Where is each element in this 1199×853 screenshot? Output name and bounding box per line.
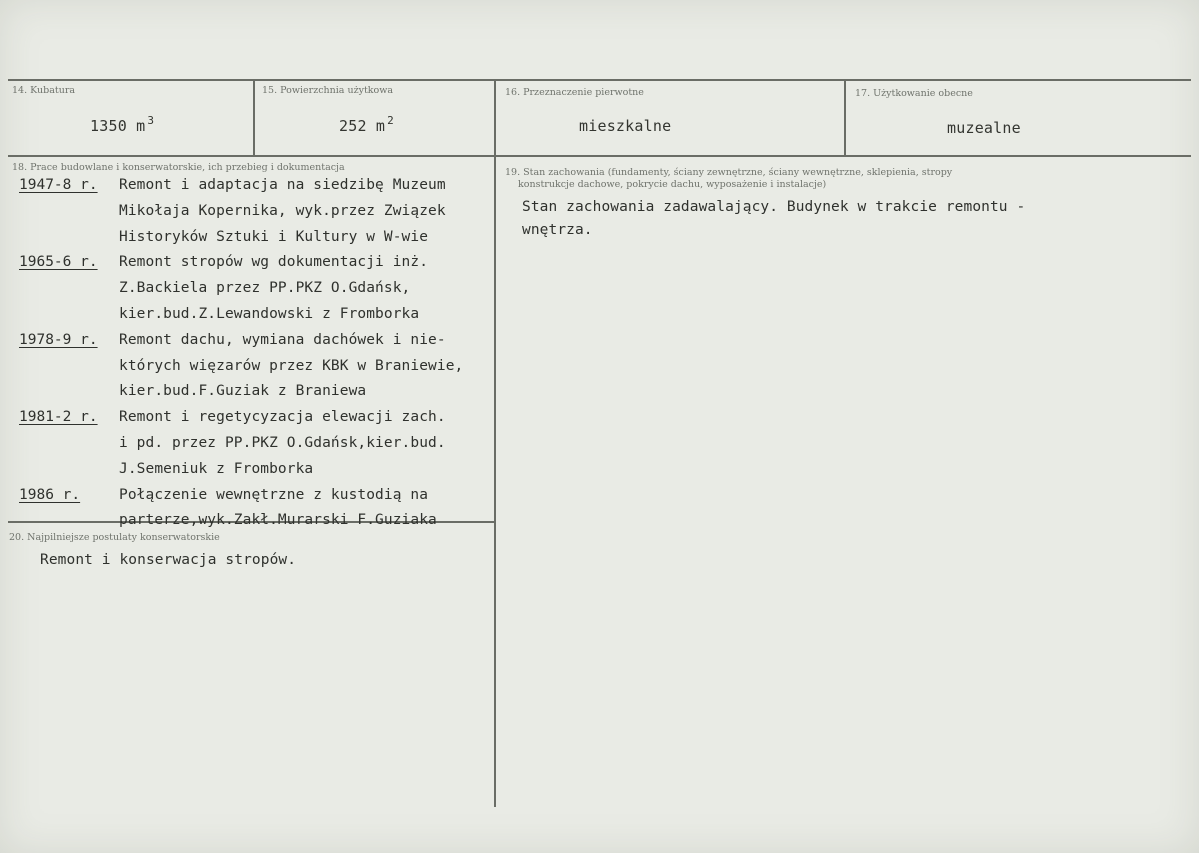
uzytkowanie-value: muzealne bbox=[947, 119, 1021, 137]
prace-entry-year: 1978-9 r. bbox=[19, 331, 98, 348]
powierzchnia-value bbox=[339, 114, 394, 135]
prace-entry-line: Remont stropów wg dokumentacji inż. bbox=[119, 254, 429, 271]
prace-entry-line: Remont i adaptacja na siedzibę Muzeum bbox=[119, 177, 446, 193]
powierzchnia-exponent: 2 bbox=[387, 114, 394, 127]
prace-entry-year: 1965-6 r. bbox=[19, 254, 98, 271]
kubatura-value bbox=[90, 114, 155, 135]
divider-16-17 bbox=[844, 79, 846, 156]
prace-entry-line: parterze,wyk.Zakł.Murarski F.Guziaka bbox=[119, 512, 437, 529]
przeznaczenie-label: 16. Przeznaczenie pierwotne bbox=[505, 87, 644, 98]
divider-15-16 bbox=[494, 79, 496, 807]
powierzchnia-label: 15. Powierzchnia użytkowa bbox=[262, 85, 394, 96]
header-bottom-rule bbox=[8, 155, 1191, 157]
divider-14-15 bbox=[253, 79, 255, 156]
prace-entry-line: Remont i regetycyzacja elewacji zach. bbox=[119, 409, 446, 426]
postulaty-text: Remont i konserwacja stropów. bbox=[40, 552, 297, 568]
prace-entry-year: 1947-8 r. bbox=[19, 177, 98, 193]
prace-entry-year: 1986 r. bbox=[19, 486, 81, 503]
powierzchnia-number: 252 m bbox=[339, 117, 386, 135]
prace-entry-line: Mikołaja Kopernika, wyk.przez Związek bbox=[119, 202, 446, 219]
prace-entry-line: których więzarów przez KBK w Braniewie, bbox=[119, 357, 464, 374]
prace-entry-line: Połączenie wewnętrzne z kustodią na bbox=[119, 486, 429, 503]
kubatura-number: 1350 m bbox=[90, 117, 146, 135]
stan-text-line: Stan zachowania zadawalający. Budynek w trakcie remontu - bbox=[522, 199, 1026, 215]
prace-entry-year: 1981-2 r. bbox=[19, 409, 98, 426]
prace-label: 18. Prace budowlane i konserwatorskie, ich przebieg i dokumentacja bbox=[12, 162, 345, 173]
prace-entry-line: kier.bud.F.Guziak z Braniewa bbox=[119, 383, 367, 400]
prace-entry-line: Remont dachu, wymiana dachówek i nie- bbox=[119, 331, 446, 348]
prace-entry-line: kier.bud.Z.Lewandowski z Fromborka bbox=[119, 306, 420, 322]
przeznaczenie-value: mieszkalne bbox=[579, 117, 672, 135]
stan-label-line2: konstrukcje dachowe, pokrycie dachu, wyposażenie i instalacje) bbox=[518, 179, 827, 190]
postulaty-label: 20. Najpilniejsze postulaty konserwatorskie bbox=[9, 532, 220, 543]
stan-label-line1: 19. Stan zachowania (fundamenty, ściany zewnętrzne, ściany wewnętrzne, sklepienia, stropy bbox=[505, 167, 953, 178]
top-rule bbox=[8, 79, 1191, 81]
kubatura-label: 14. Kubatura bbox=[12, 85, 76, 96]
prace-entry-line: Historyków Sztuki i Kultury w W-wie bbox=[119, 228, 429, 245]
kubatura-exponent: 3 bbox=[147, 114, 155, 127]
stan-text-line: wnętrza. bbox=[522, 222, 593, 238]
prace-entry-line: i pd. przez PP.PKZ O.Gdańsk,kier.bud. bbox=[119, 435, 446, 451]
uzytkowanie-label: 17. Użytkowanie obecne bbox=[855, 88, 973, 99]
prace-entry-line: J.Semeniuk z Fromborka bbox=[119, 460, 314, 477]
prace-entry-line: Z.Backiela przez PP.PKZ O.Gdańsk, bbox=[119, 280, 411, 297]
